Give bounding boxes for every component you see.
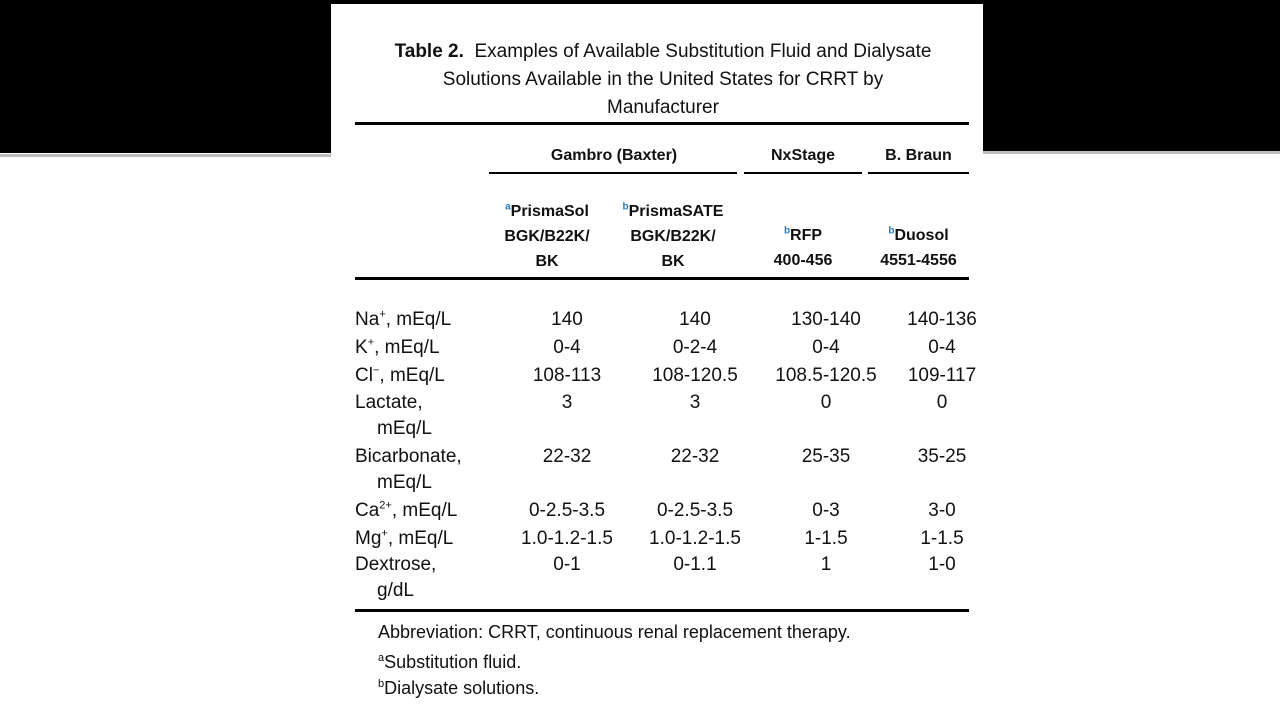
table-cell: 25-35 (801, 446, 851, 467)
table-cell: 0-4 (553, 337, 581, 358)
footnote-marker-a: a (505, 201, 511, 213)
table-cell: 3 (561, 392, 573, 413)
title-line-3: Manufacturer (607, 97, 719, 118)
group-header-braun: B. Braun (885, 147, 952, 164)
row-label: Mg+, mEq/L (355, 527, 454, 549)
bottom-rule (355, 609, 969, 612)
row-label: Dextrose, g/dL (355, 554, 437, 601)
table-cell: 3 (689, 392, 701, 413)
table-cell: 108-113 (532, 365, 602, 386)
top-rule (355, 122, 969, 125)
table-cell: 22-32 (670, 446, 720, 467)
table-cell: 0-1.1 (673, 554, 717, 575)
table-cell: 0-1 (553, 554, 581, 575)
table-cell: 22-32 (542, 446, 592, 467)
table-cell: 1-1.5 (804, 528, 848, 549)
group-rule-gambro (489, 172, 737, 174)
row-label: Cl−, mEq/L (355, 364, 445, 386)
table-cell: 1.0-1.2-1.5 (649, 528, 741, 549)
footnote-b: $^b$Dialysate solutions. (378, 678, 540, 698)
title-line-2: Solutions Available in the United States for CRRT by (442, 69, 884, 90)
footnote-marker-b: b (888, 225, 895, 237)
table-cell: 1.0-1.2-1.5 (521, 528, 613, 549)
table-cell: 109-117 (907, 365, 977, 386)
table-cell: 0-2.5-3.5 (528, 500, 606, 521)
table-cell: 140 (679, 309, 711, 330)
table-document (331, 4, 983, 720)
title-line-1: Examples of Available Substitution Fluid and Dialysate (474, 41, 932, 62)
slide-divider-left (0, 154, 331, 157)
table-cell: 0-2-4 (672, 337, 718, 358)
footnote-a: $^a$Substitution fluid. (378, 652, 522, 672)
table-cell: 0 (936, 392, 948, 413)
table-cell: 0-2.5-3.5 (656, 500, 734, 521)
row-label: Na+, mEq/L (355, 308, 452, 330)
footnote-a-marker: a (378, 652, 385, 664)
footnote-marker-b: b (783, 225, 791, 237)
table-cell: 0-4 (928, 337, 956, 358)
column-header-prismasol: $^a$PrismaSol BGK/B22K/ BK (504, 201, 590, 270)
row-label: Bicarbonate, mEq/L (355, 446, 462, 493)
table-cell: 1 (820, 554, 832, 575)
table-cell: 130-140 (791, 309, 861, 330)
row-label: Lactate, mEq/L (355, 392, 432, 439)
table-cell: 3-0 (928, 500, 956, 521)
table-label: Table 2. (394, 41, 464, 62)
table-title (357, 38, 969, 122)
group-rule-nxstage (744, 172, 862, 174)
header-bottom-rule (355, 277, 969, 280)
column-header-prismasate: $^b$PrismaSATE BGK/B22K/ BK (622, 201, 724, 270)
group-header-gambro: Gambro (Baxter) (550, 147, 678, 164)
footnote-marker-b: b (622, 201, 629, 213)
table-cell: 140-136 (907, 309, 977, 330)
table-cell: 35-25 (917, 446, 967, 467)
table-cell: 0-3 (812, 500, 840, 521)
table-cell: 1-0 (928, 554, 956, 575)
table-cell: 0 (820, 392, 832, 413)
table-cell: 0-4 (812, 337, 840, 358)
column-header-rfp: $^b$RFP 400-456 (773, 225, 833, 269)
slide-divider-right (983, 151, 1280, 154)
table-cell: 140 (551, 309, 583, 330)
column-header-duosol: $^b$Duosol 4551-4556 (880, 225, 957, 269)
footnote-abbreviation: Abbreviation: CRRT, continuous renal replacement therapy. (378, 622, 851, 642)
row-label: $Ca^{2+}$, mEq/L (355, 499, 458, 521)
group-header-nxstage: NxStage (770, 147, 836, 164)
footnote-b-marker: b (378, 678, 385, 690)
table-cell: 1-1.5 (920, 528, 964, 549)
group-rule-braun (868, 172, 969, 174)
table-cell: 108.5-120.5 (775, 365, 877, 386)
row-label: K+, mEq/L (355, 336, 440, 358)
table-cell: 108-120.5 (652, 365, 738, 386)
